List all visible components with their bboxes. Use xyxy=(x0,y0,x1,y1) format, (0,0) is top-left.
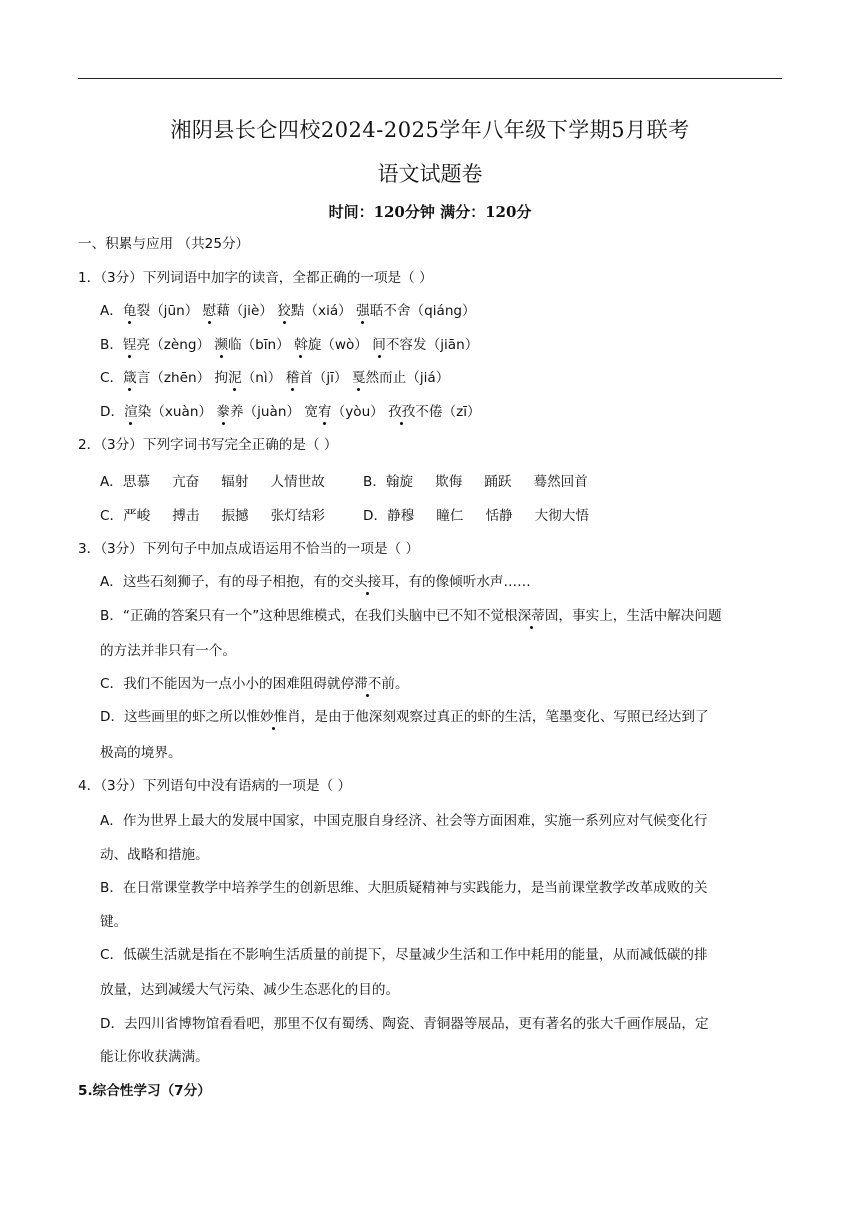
q4-option-a-cont: 动、战略和措施。 xyxy=(100,847,209,863)
question-3-stem: 3．（3分）下列句子中加点成语运用不恰当的一项是（ ） xyxy=(78,541,420,557)
q4-option-b-cont: 键。 xyxy=(100,914,128,930)
question-1-stem: 1．（3分）下列词语中加字的读音，全都正确的一项是（ ） xyxy=(78,270,433,286)
exam-subtitle: 语文试题卷 xyxy=(377,162,483,186)
q3-option-b: B．“正确的答案只有一个”这种思维模式，在我们头脑中已不知不觉根深蒂固，事实上，生活中解决问题 xyxy=(100,608,722,624)
q4-option-c-cont: 放量，达到减缓大气污染、减少生态恶化的目的。 xyxy=(100,982,400,998)
q3-option-b-cont: 的方法并非只有一个。 xyxy=(100,643,236,659)
exam-meta: 时间：120分钟 满分：120分 xyxy=(328,203,532,221)
q1-option-a: A．龟裂（jūn） 慰藉（jiè） 狡黠（xiá） 强聒不舍（qiáng） xyxy=(100,303,476,319)
q2-option-c: C．严峻 搏击 振撼 张灯结彩 xyxy=(100,508,326,524)
q1-option-d: D．渲染（xuàn） 豢养（juàn） 宽宥（yòu） 孜孜不倦（zī） xyxy=(100,404,481,420)
q3-option-c: C．我们不能因为一点小小的困难阻碍就停滞不前。 xyxy=(100,676,409,692)
question-2-stem: 2．（3分）下列字词书写完全正确的是（ ） xyxy=(78,437,338,453)
q4-option-c: C．低碳生活就是指在不影响生活质量的前提下，尽量减少生活和工作中耗用的能量，从而减低碳的排 xyxy=(100,947,708,963)
q1-option-c: C．箴言（zhēn） 拘泥（nì） 稽首（jī） 戛然而止（jiá） xyxy=(100,370,450,386)
question-4-stem: 4．（3分）下列语句中没有语病的一项是（ ） xyxy=(78,778,352,794)
q4-option-d: D．去四川省博物馆看看吧，那里不仅有蜀绣、陶瓷、青铜器等展品，更有著名的张大千画作展品，定 xyxy=(100,1016,709,1032)
q4-option-d-cont: 能让你收获满满。 xyxy=(100,1049,209,1065)
q4-option-a: A．作为世界上最大的发展中国家，中国克服自身经济、社会等方面困难，实施一系列应对气候变化行 xyxy=(100,813,708,829)
question-5-heading: 5.综合性学习（7分） xyxy=(78,1083,211,1099)
q4-option-b: B．在日常课堂教学中培养学生的创新思维、大胆质疑精神与实践能力，是当前课堂教学改革成败的关 xyxy=(100,880,708,896)
q2-option-d: D．静穆 瞳仁 恬静 大彻大悟 xyxy=(363,508,589,524)
section-heading: 一、积累与应用 （共25分） xyxy=(78,236,250,252)
q3-option-d-cont: 极高的境界。 xyxy=(100,745,182,761)
q1-option-b: B．锃亮（zèng） 濒临（bīn） 斡旋（wò） 间不容发（jiān） xyxy=(100,337,479,353)
q3-option-d: D．这些画里的虾之所以惟妙惟肖，是由于他深刻观察过真正的虾的生活，笔墨变化、写照已经达到了 xyxy=(100,709,709,725)
exam-title: 湘阴县长仑四校2024-2025学年八年级下学期5月联考 xyxy=(170,118,690,142)
q2-option-b: B．翰旋 欺侮 踊跃 蓦然回首 xyxy=(363,474,588,490)
q3-option-a: A．这些石刻狮子，有的母子相抱，有的交头接耳，有的像倾听水声…… xyxy=(100,574,531,590)
header-rule xyxy=(78,78,782,79)
q2-option-a: A．思慕 亢奋 辐射 人情世故 xyxy=(100,474,325,490)
